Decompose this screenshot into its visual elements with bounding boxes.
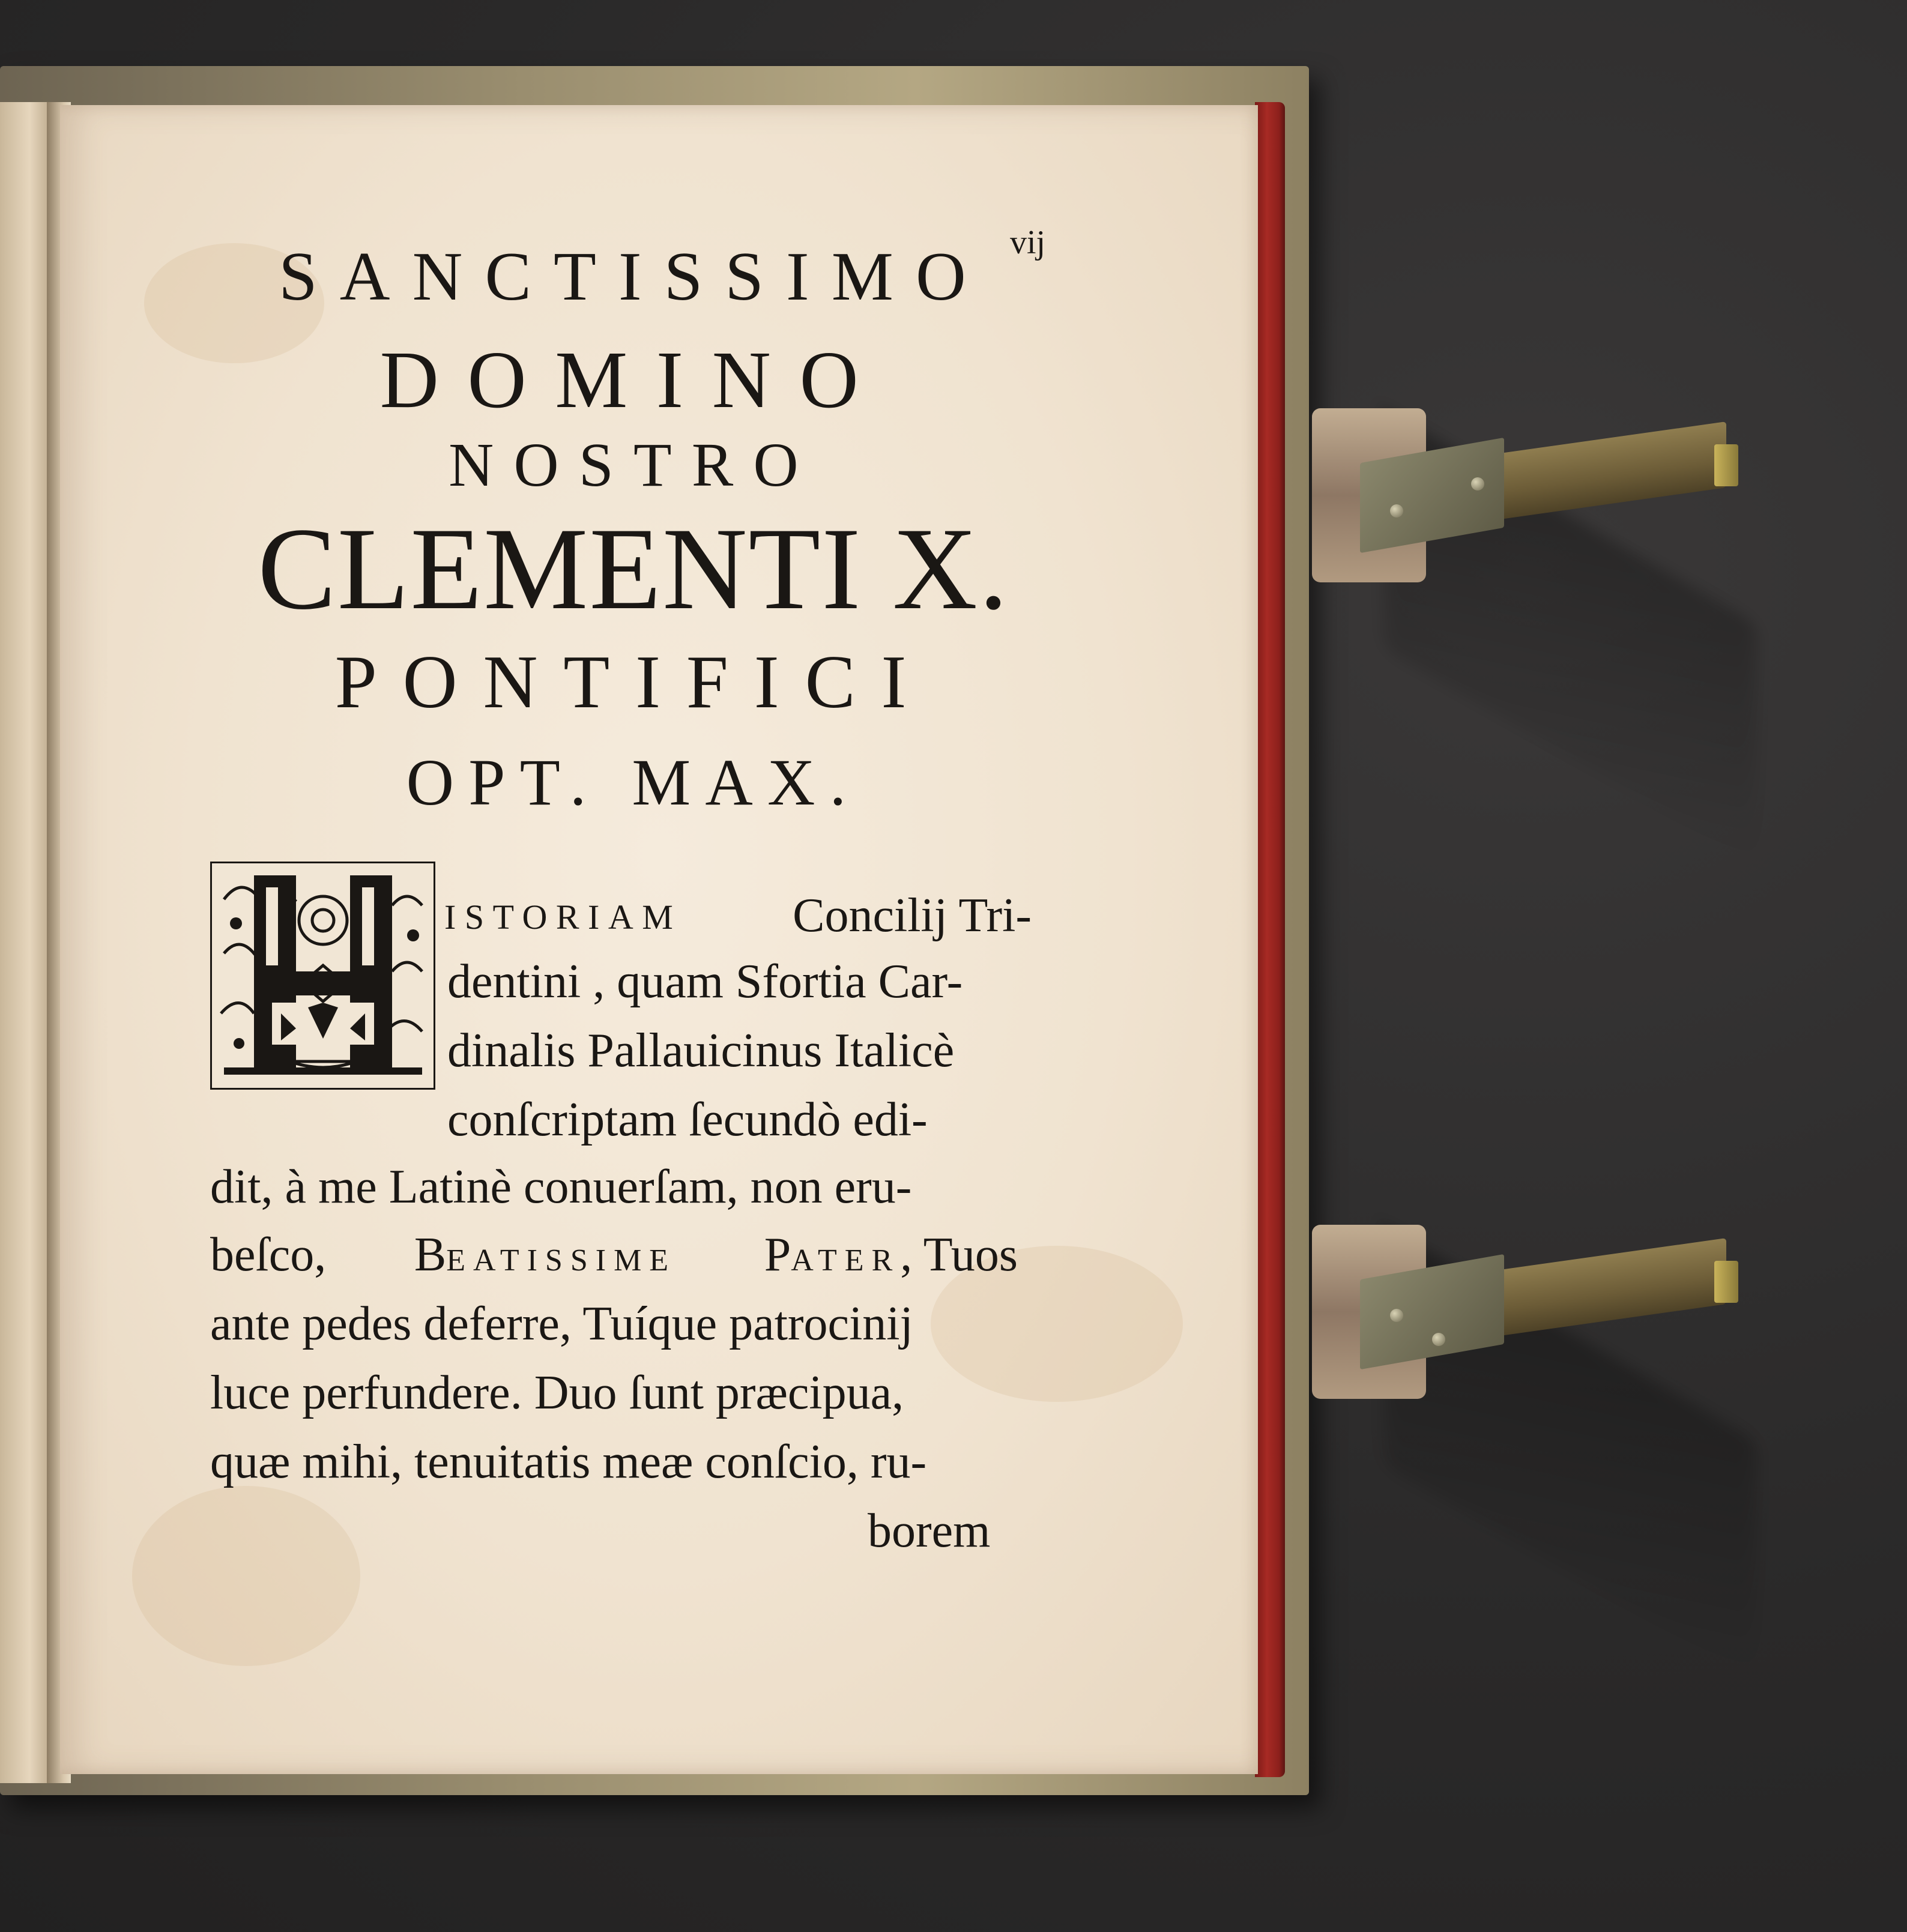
body-line-6-cap-2: P [764,1228,791,1281]
body-line-6-pre: beſco, [210,1228,327,1281]
title-line-2: DOMINO [379,335,887,425]
decorated-initial [210,862,435,1090]
woodcut-ornament-icon [212,863,435,1090]
title-line-4: CLEMENTI X. [258,504,1009,634]
body-line-7: ante pedes deferre, Tuíque patrocinij [210,1297,913,1350]
body-line-5: dit, à me Latinè conuerſam, non eru- [210,1161,912,1213]
title-line-5: PONTIFICI [334,641,932,724]
body-line-6-post: , Tuos [900,1228,1018,1281]
title-line-6: OPT. MAX. [406,746,861,819]
body-line-3: dinalis Pallauicinus Italicè [447,1024,955,1077]
body-line-9: quæ mihi, tenuitatis meæ conſcio, ru- [210,1435,927,1488]
body-line-6 [210,1228,1018,1282]
left-page-edge [0,102,54,1783]
body-line-4: conſcriptam ſecundò edi- [447,1093,928,1146]
folio-number: vij [1010,224,1046,261]
body-line-1 [444,889,1032,943]
body-line-6-smallcaps-1: EATISSIME [446,1243,677,1278]
body-line-1-smallcaps: ISTORIAM [444,898,682,937]
title-line-1: SANCTISSIMO [279,238,988,315]
svg-text:H: H [212,863,213,864]
body-line-2: dentini , quam Sfortia Car- [447,955,963,1008]
body-line-8: luce perfundere. Duo ſunt præcipua, [210,1366,904,1419]
title-line-3: NOSTRO [449,430,818,500]
body-line-1-text: Concilij Tri- [793,889,1032,942]
body-line-6-smallcaps-2: ATER [791,1243,901,1278]
red-fore-edge [1255,102,1285,1777]
body-line-6-cap-1: B [414,1228,447,1281]
catchword: borem [868,1505,991,1557]
